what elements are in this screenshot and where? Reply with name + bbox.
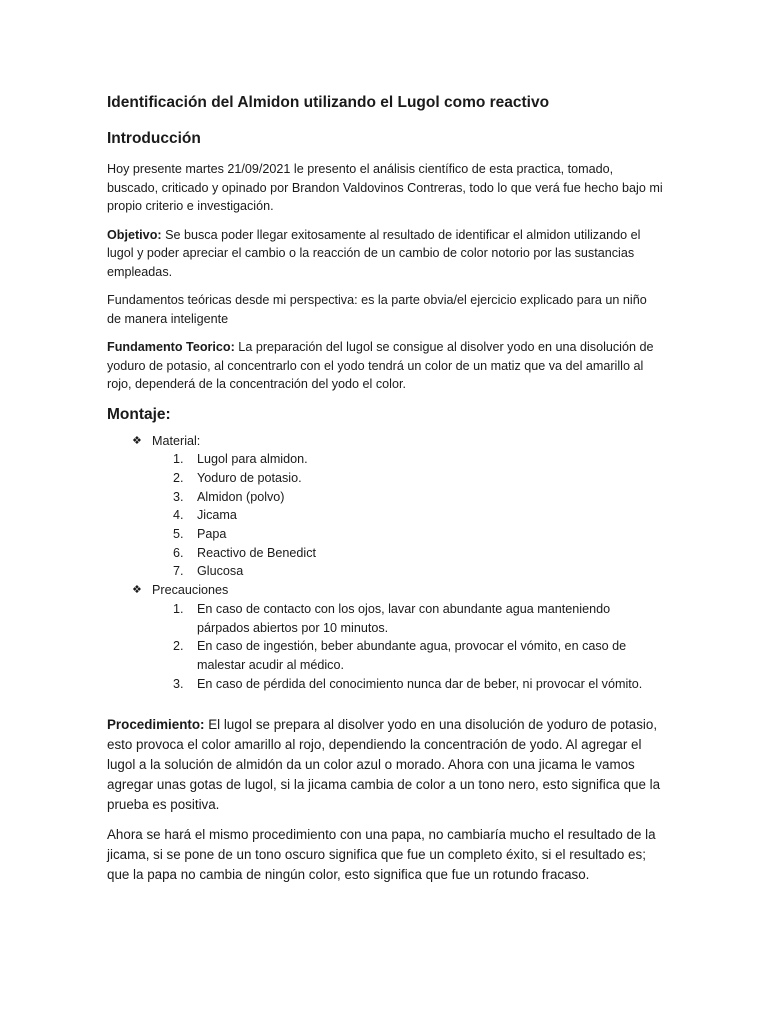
montaje-heading: Montaje: — [107, 405, 171, 423]
fundamento-teorico-label: Fundamento Teorico: — [107, 340, 235, 354]
list-item — [107, 637, 663, 674]
procedimiento-paragraph — [107, 715, 663, 815]
fundamento-teorico-text: La preparación del lugol se consigue al disolver yodo en una disolución de yoduro de potasio, al concentrarlo con el yodo tendrá un color de un matiz que va del amarillo al rojo, dependerá de la concentración del yodo el color. — [107, 340, 654, 391]
material-label: Material: — [152, 433, 201, 448]
list-number: 3. — [173, 489, 184, 504]
list-item — [107, 525, 663, 544]
list-item — [107, 562, 663, 581]
fundamentos-paragraph: Fundamentos teóricas desde mi perspectiva: es la parte obvia/el ejercicio explicado para un niño de manera inteligente — [107, 293, 647, 326]
fundamento-teorico-paragraph — [107, 338, 663, 394]
list-item-text: En caso de ingestión, beber abundante agua, provocar el vómito, en caso de malestar acudir al médico. — [197, 639, 627, 672]
list-item-text: Lugol para almidon. — [197, 452, 308, 467]
objetivo-text: Se busca poder llegar exitosamente al resultado de identificar el almidon utilizando el lugol y poder apreciar el cambio o la reacción de un cambio de color notorio por las sustancias empleadas. — [107, 227, 641, 279]
procedimiento-text: El lugol se prepara al disolver yodo en una disolución de yoduro de potasio, esto provoca el color amarillo al rojo, dependiendo la concentración de yodo. Al agregar el lugol a la solución de almidón da un color azul o morado. Ahora con una jicama le vamos agregar unas gotas de lugol, si la jicama cambia de color a un tono nero, esto significa que la prueba es positiva. — [107, 717, 661, 813]
precauciones-bullet — [107, 581, 663, 600]
document-title: Identificación del Almidon utilizando el Lugol como reactivo — [107, 94, 550, 111]
material-bullet — [107, 432, 663, 451]
diamond-bullet-icon: ❖ — [132, 434, 142, 447]
list-number: 1. — [173, 452, 184, 467]
conclusion-paragraph: Ahora se hará el mismo procedimiento con una papa, no cambiaría mucho el resultado de la jicama, si se pone de un tono oscuro significa que fue un completo éxito, si el resultado es; que la papa no cambia de ningún color, esto significa que fue un rotundo fracaso. — [107, 827, 656, 883]
precauciones-section — [107, 581, 663, 693]
list-item-text: Yoduro de potasio. — [197, 470, 302, 485]
list-item — [107, 488, 663, 507]
list-number: 2. — [173, 470, 184, 485]
list-item-text: Papa — [197, 527, 227, 542]
list-item — [107, 544, 663, 563]
list-item-text: Almidon (polvo) — [197, 489, 285, 504]
objetivo-paragraph — [107, 226, 663, 282]
precauciones-list — [107, 600, 663, 694]
list-number: 6. — [173, 545, 184, 560]
objetivo-label: Objetivo: — [107, 227, 162, 242]
list-item-text: En caso de pérdida del conocimiento nunca dar de beber, ni provocar el vómito. — [197, 676, 643, 691]
list-item — [107, 506, 663, 525]
list-number: 3. — [173, 676, 184, 691]
material-section — [107, 432, 663, 582]
list-item-text: Reactivo de Benedict — [197, 545, 317, 560]
document-page — [107, 92, 663, 895]
list-item-text: Glucosa — [197, 564, 244, 579]
list-item-text: Jicama — [197, 508, 237, 523]
list-number: 4. — [173, 508, 184, 523]
material-list — [107, 450, 663, 581]
list-item — [107, 675, 663, 694]
list-item — [107, 450, 663, 469]
list-number: 5. — [173, 527, 184, 542]
section-spacer — [107, 693, 663, 715]
list-number: 2. — [173, 639, 184, 654]
diamond-bullet-icon: ❖ — [132, 584, 142, 597]
list-number: 7. — [173, 564, 184, 579]
procedimiento-label: Procedimiento: — [107, 717, 205, 733]
list-number: 1. — [173, 601, 184, 616]
list-item — [107, 469, 663, 488]
introduccion-paragraph: Hoy presente martes 21/09/2021 le presento el análisis científico de esta practica, tomado, buscado, criticado y opinado por Brandon Valdovinos Contreras, todo lo que verá fue hecho bajo mi propio criterio e investigación. — [107, 162, 663, 213]
introduccion-heading: Introducción — [107, 130, 201, 147]
precauciones-label: Precauciones — [152, 583, 229, 598]
list-item — [107, 600, 663, 637]
list-item-text: En caso de contacto con los ojos, lavar con abundante agua manteniendo párpados abiertos por 10 minutos. — [197, 601, 611, 635]
